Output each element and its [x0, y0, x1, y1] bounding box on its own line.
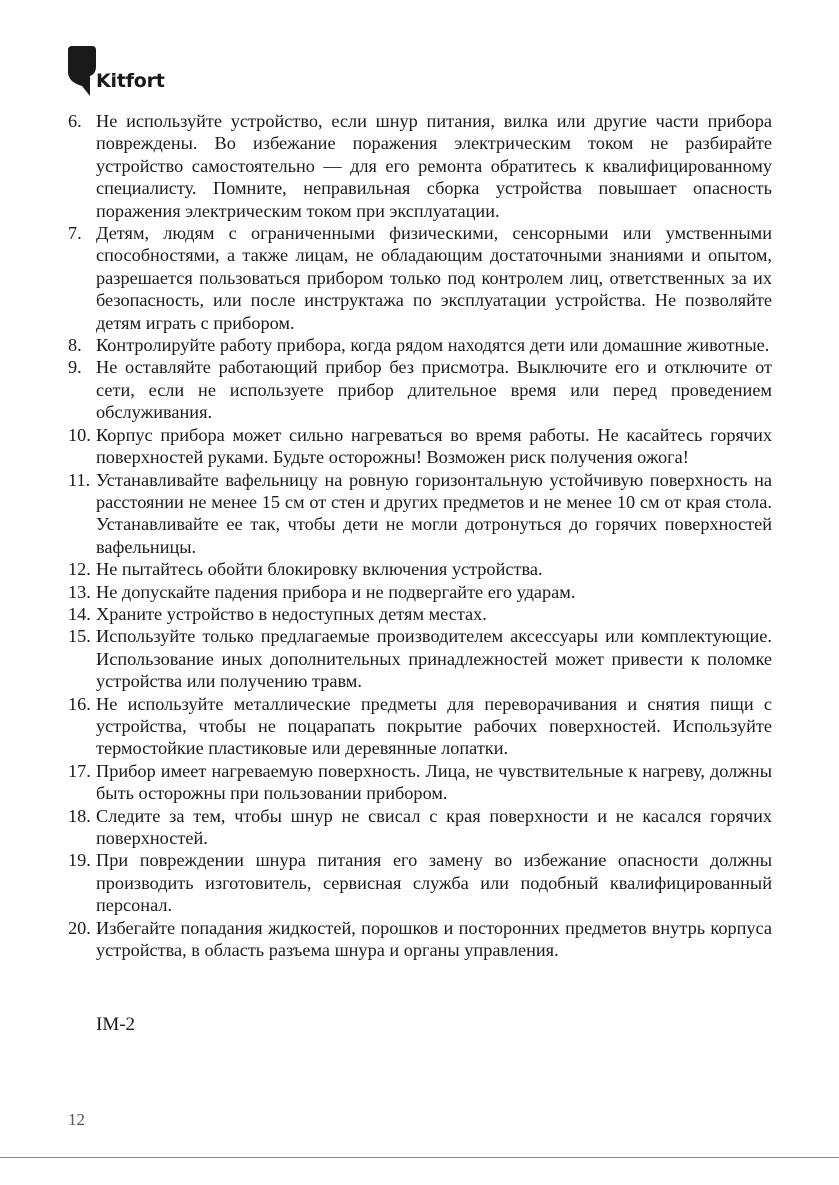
page-number: 12 [68, 1110, 85, 1129]
instruction-item [68, 581, 772, 603]
model-code: IM-2 [96, 1014, 136, 1035]
instruction-list [68, 110, 772, 961]
instruction-item [68, 625, 772, 692]
instruction-number: 10. [68, 424, 91, 445]
instruction-number: 17. [68, 760, 91, 781]
brand-logo [68, 46, 178, 96]
instruction-number: 7. [68, 223, 82, 244]
instruction-text: Не используйте устройство, если шнур питания, вилка или другие части прибора повреждены. Во избежание поражения электрическим током не разбирайте устройство самостоятельно — для его ремонта обратитесь к квалифицированному специалисту. Помните, неправильная сборка устройства повышает опасность поражения электрическим током при эксплуатации. [96, 111, 772, 221]
instruction-number: 11. [68, 469, 91, 490]
page-divider [0, 1157, 839, 1158]
instruction-item [68, 110, 772, 222]
instruction-text: При повреждении шнура питания его замену во избежание опасности должны производить изготовитель, сервисная служба или подобный квалифицированный персонал. [96, 850, 772, 916]
instruction-number: 13. [68, 581, 91, 602]
instruction-text: Не оставляйте работающий прибор без присмотра. Выключите его и отключите от сети, если не используете прибор длительное время или перед проведением обслуживания. [96, 357, 772, 423]
instruction-item [68, 334, 772, 356]
instruction-item [68, 424, 772, 469]
instruction-text: Детям, людям с ограниченными физическими, сенсорными или умственными способностями, а также лицам, не обладающим достаточными знаниями и опытом, разрешается пользоваться прибором только под контролем лиц, ответственных за их безопасность, или после инструктажа по эксплуатации устройства. Не позволяйте детям играть с прибором. [96, 223, 772, 333]
instruction-number: 14. [68, 603, 91, 624]
instruction-text: Корпус прибора может сильно нагреваться во время работы. Не касайтесь горячих поверхностей руками. Будьте осторожны! Возможен риск получения ожога! [96, 424, 772, 468]
instruction-item [68, 693, 772, 760]
instruction-number: 19. [68, 850, 91, 871]
kitfort-logo-icon [68, 46, 98, 96]
instruction-item [68, 917, 772, 962]
instruction-number: 6. [68, 111, 82, 131]
instruction-item [68, 603, 772, 625]
instruction-number: 9. [68, 357, 82, 378]
brand-name: Kitfort [96, 70, 165, 92]
instruction-item [68, 356, 772, 423]
instruction-text: Не допускайте падения прибора и не подвергайте его ударам. [96, 581, 576, 602]
instruction-number: 8. [68, 335, 82, 356]
instruction-item [68, 849, 772, 916]
instruction-text: Прибор имеет нагреваемую поверхность. Лица, не чувствительные к нагреву, должны быть осторожны при пользовании прибором. [96, 760, 772, 804]
instruction-text: Избегайте попадания жидкостей, порошков и посторонних предметов внутрь корпуса устройства, в область разъема шнура и органы управления. [96, 917, 772, 961]
instruction-number: 18. [68, 805, 91, 826]
instruction-number: 15. [68, 626, 91, 647]
instruction-item [68, 222, 772, 334]
instruction-text: Контролируйте работу прибора, когда рядом находятся дети или домашние животные. [96, 335, 770, 356]
instruction-number: 16. [68, 693, 91, 714]
instruction-text: Не пытайтесь обойти блокировку включения устройства. [96, 559, 543, 580]
instruction-item [68, 760, 772, 805]
instruction-text: Храните устройство в недоступных детям местах. [96, 603, 487, 624]
instruction-number: 12. [68, 559, 91, 580]
instruction-text: Не используйте металлические предметы для переворачивания и снятия пищи с устройства, чтобы не поцарапать покрытие рабочих поверхностей. Используйте термостойкие пластиковые или деревянные лопатки. [96, 693, 772, 759]
instruction-text: Устанавливайте вафельницу на ровную горизонтальную устойчивую поверхность на расстоянии не менее 15 см от стен и других предметов и не менее 10 см от края стола. Устанавливайте ее так, чтобы дети не могли дотронуться до горячих поверхностей вафельницы. [96, 469, 772, 557]
instruction-number: 20. [68, 917, 91, 938]
instruction-text: Следите за тем, чтобы шнур не свисал с края поверхности и не касался горячих поверхностей. [96, 805, 772, 848]
safety-instructions [68, 110, 772, 961]
instruction-item [68, 805, 772, 850]
instruction-item [68, 469, 772, 559]
instruction-text: Используйте только предлагаемые производителем аксессуары или комплектующие. Использование иных дополнительных принадлежностей может привести к поломке устройства или получению травм. [96, 626, 772, 692]
instruction-item [68, 558, 772, 580]
